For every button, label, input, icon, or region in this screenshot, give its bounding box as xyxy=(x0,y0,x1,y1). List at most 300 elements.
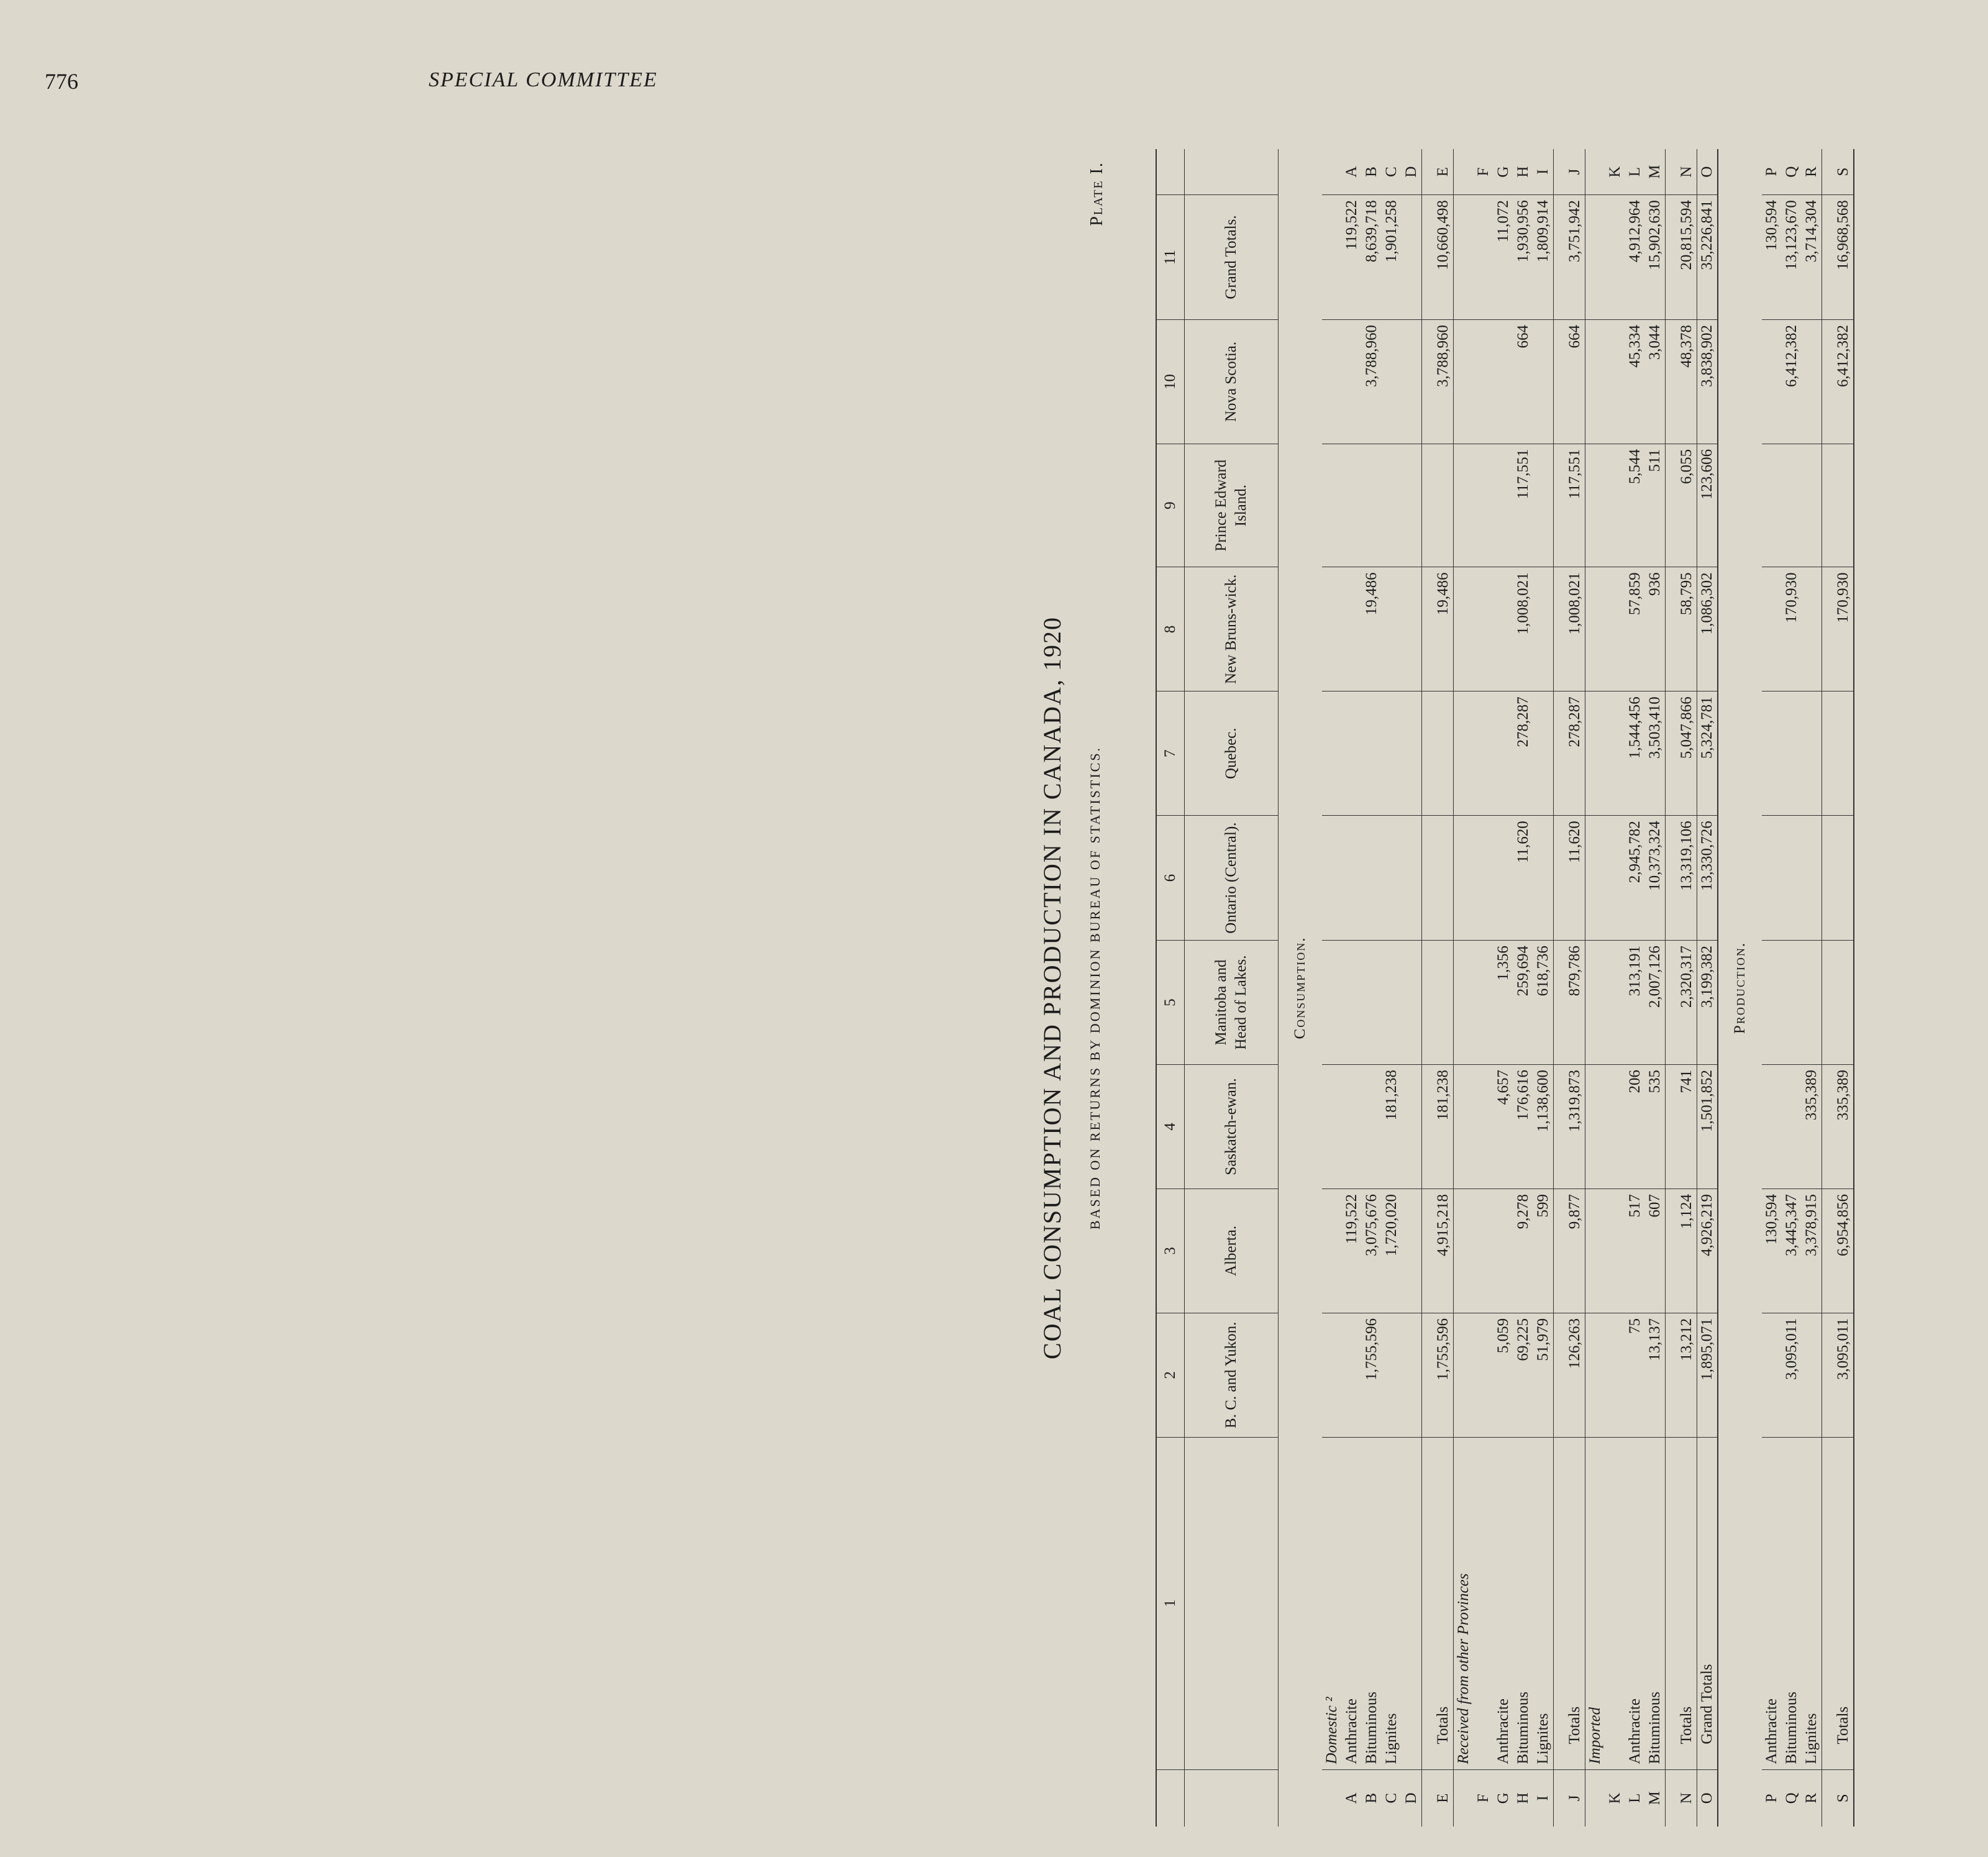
row-value: 126,263 xyxy=(1565,1313,1585,1437)
row-value: 3,378,915 xyxy=(1802,1189,1822,1313)
row-value xyxy=(1802,1313,1822,1437)
row-label: Bituminous xyxy=(1362,1437,1382,1769)
row-value xyxy=(1782,816,1802,941)
row-value: 278,287 xyxy=(1513,691,1533,816)
row-value: 517 xyxy=(1625,1189,1645,1313)
row-value: 1,809,914 xyxy=(1533,195,1554,320)
row-letter-right: M xyxy=(1645,149,1666,195)
row-value: 20,815,594 xyxy=(1677,195,1697,320)
domestic-heading: Domestic ² xyxy=(1322,1437,1342,1769)
row-letter: J xyxy=(1565,1769,1585,1827)
row-letter-right: R xyxy=(1802,149,1822,195)
row-value: 3,199,382 xyxy=(1697,941,1718,1065)
row-value: 170,930 xyxy=(1782,567,1802,691)
col-number-2: 2 xyxy=(1156,1313,1185,1437)
row-value: 6,412,382 xyxy=(1782,319,1802,444)
imported-heading: Imported xyxy=(1585,1437,1606,1769)
row-letter: R xyxy=(1802,1769,1822,1827)
row-value: 13,319,106 xyxy=(1677,816,1697,941)
row-value xyxy=(1802,444,1822,567)
row-value xyxy=(1474,319,1493,444)
row-value xyxy=(1382,444,1402,567)
row-value xyxy=(1342,444,1362,567)
row-value: 535 xyxy=(1645,1065,1666,1189)
row-value xyxy=(1605,567,1625,691)
spacer-row xyxy=(1666,149,1677,1827)
row-label: Bituminous xyxy=(1513,1437,1533,1769)
row-value xyxy=(1493,691,1513,816)
row-value: 11,620 xyxy=(1513,816,1533,941)
row-label: Anthracite xyxy=(1493,1437,1513,1769)
row-value: 1,901,258 xyxy=(1382,195,1402,320)
row-value: 1,720,020 xyxy=(1382,1189,1402,1313)
table-row xyxy=(1697,149,1718,1827)
row-value: 1,086,302 xyxy=(1697,567,1718,691)
row-value: 181,238 xyxy=(1382,1065,1402,1189)
row-letter: L xyxy=(1626,1793,1643,1803)
row-value xyxy=(1474,195,1493,320)
row-value: 1,138,600 xyxy=(1533,1065,1554,1189)
row-value xyxy=(1762,1313,1782,1437)
row-value xyxy=(1802,941,1822,1065)
letter-col-head xyxy=(1156,1769,1185,1827)
row-value: 4,926,219 xyxy=(1697,1189,1718,1313)
row-value: 69,225 xyxy=(1513,1313,1533,1437)
row-value: 11,620 xyxy=(1565,816,1585,941)
row-value xyxy=(1762,816,1782,941)
row-value: 13,212 xyxy=(1677,1313,1697,1437)
row-value: 5,059 xyxy=(1493,1313,1513,1437)
row-value: 4,915,218 xyxy=(1433,1189,1454,1313)
row-value xyxy=(1802,816,1822,941)
row-value xyxy=(1474,1065,1493,1189)
row-value: 3,714,304 xyxy=(1802,195,1822,320)
row-value xyxy=(1605,1189,1625,1313)
row-value xyxy=(1433,941,1454,1065)
row-value: 313,191 xyxy=(1625,941,1645,1065)
col-number-8: 8 xyxy=(1156,567,1185,691)
page-number: 776 xyxy=(45,69,78,94)
row-value: 335,389 xyxy=(1802,1065,1822,1189)
row-label: Anthracite xyxy=(1625,1437,1645,1769)
row-value xyxy=(1402,816,1422,941)
table-row xyxy=(1605,149,1625,1827)
production-heading-row xyxy=(1718,149,1762,1827)
row-value xyxy=(1474,567,1493,691)
row-value: 3,788,960 xyxy=(1362,319,1382,444)
imported-heading-row xyxy=(1585,149,1606,1827)
row-value xyxy=(1474,1313,1493,1437)
row-value xyxy=(1605,195,1625,320)
row-value: 130,594 xyxy=(1762,195,1782,320)
row-value xyxy=(1474,941,1493,1065)
row-value: 11,072 xyxy=(1493,195,1513,320)
row-value xyxy=(1433,691,1454,816)
row-value: 5,544 xyxy=(1625,444,1645,567)
col-name-manitoba: Manitoba and Head of Lakes. xyxy=(1185,941,1279,1065)
row-value xyxy=(1802,319,1822,444)
row-value: 35,226,841 xyxy=(1697,195,1718,320)
row-value: 10,660,498 xyxy=(1433,195,1454,320)
row-value xyxy=(1382,941,1402,1065)
row-value xyxy=(1762,319,1782,444)
table-row xyxy=(1802,149,1822,1827)
row-value xyxy=(1762,941,1782,1065)
row-value: 1,755,596 xyxy=(1433,1313,1454,1437)
row-value xyxy=(1782,941,1802,1065)
row-letter: D xyxy=(1402,1769,1422,1827)
row-value: 3,788,960 xyxy=(1433,319,1454,444)
row-value xyxy=(1402,691,1422,816)
row-value: 278,287 xyxy=(1565,691,1585,816)
col-name-new-brunswick: New Bruns-wick. xyxy=(1185,567,1279,691)
received-heading: Received from other Provinces xyxy=(1454,1437,1474,1769)
row-letter-right: B xyxy=(1362,149,1382,195)
row-value: 607 xyxy=(1645,1189,1666,1313)
row-value xyxy=(1833,941,1854,1065)
row-label: Grand Totals xyxy=(1697,1437,1718,1769)
row-value xyxy=(1493,319,1513,444)
row-letter-right: O xyxy=(1697,149,1718,195)
row-value: 181,238 xyxy=(1433,1065,1454,1189)
row-value xyxy=(1433,816,1454,941)
row-value: 664 xyxy=(1513,319,1533,444)
row-label xyxy=(1402,1437,1422,1769)
row-label: Anthracite xyxy=(1762,1437,1782,1769)
row-value: 206 xyxy=(1625,1065,1645,1189)
row-value: 19,486 xyxy=(1433,567,1454,691)
row-value xyxy=(1605,319,1625,444)
row-value xyxy=(1382,319,1402,444)
row-value xyxy=(1802,567,1822,691)
row-value xyxy=(1833,691,1854,816)
plate-subtitle: BASED ON RETURNS BY DOMINION BUREAU OF STATISTICS. xyxy=(1087,746,1103,1230)
row-letter-right: I xyxy=(1533,149,1554,195)
row-value xyxy=(1605,941,1625,1065)
row-label: Totals xyxy=(1433,1437,1454,1769)
row-value xyxy=(1782,444,1802,567)
table-row xyxy=(1342,149,1362,1827)
row-value xyxy=(1533,816,1554,941)
col-name-pei: Prince Edward Island. xyxy=(1185,444,1279,567)
row-letter: I xyxy=(1533,1769,1554,1827)
row-value xyxy=(1833,444,1854,567)
production-heading: Production. xyxy=(1731,941,1748,1034)
row-letter: Q xyxy=(1783,1792,1800,1804)
row-value: 2,320,317 xyxy=(1677,941,1697,1065)
row-label: Totals xyxy=(1833,1437,1854,1769)
row-letter-right: A xyxy=(1342,149,1362,195)
row-value xyxy=(1493,816,1513,941)
row-letter: C xyxy=(1383,1792,1400,1804)
row-value xyxy=(1402,1065,1422,1189)
row-value xyxy=(1474,444,1493,567)
row-value: 13,123,670 xyxy=(1782,195,1802,320)
row-value: 335,389 xyxy=(1833,1065,1854,1189)
spacer-row xyxy=(1822,149,1834,1827)
column-number-row xyxy=(1156,149,1185,1827)
row-letter-right: Q xyxy=(1782,149,1802,195)
row-letter-right: D xyxy=(1402,149,1422,195)
row-value xyxy=(1382,1313,1402,1437)
received-heading-row xyxy=(1454,149,1474,1827)
col-name-ontario: Ontario (Central). xyxy=(1185,816,1279,941)
col-name-nova-scotia: Nova Scotia. xyxy=(1185,319,1279,444)
row-value: 3,095,011 xyxy=(1833,1313,1854,1437)
row-value xyxy=(1533,691,1554,816)
row-value: 1,544,456 xyxy=(1625,691,1645,816)
row-letter: K xyxy=(1607,1792,1623,1804)
row-value xyxy=(1402,444,1422,567)
row-value: 3,044 xyxy=(1645,319,1666,444)
row-value: 2,945,782 xyxy=(1625,816,1645,941)
row-value xyxy=(1342,691,1362,816)
row-value: 45,334 xyxy=(1625,319,1645,444)
col-number-6: 6 xyxy=(1156,816,1185,941)
row-letter: F xyxy=(1475,1794,1492,1803)
row-value xyxy=(1342,941,1362,1065)
row-value: 123,606 xyxy=(1697,444,1718,567)
row-value xyxy=(1362,691,1382,816)
row-value xyxy=(1762,567,1782,691)
row-value: 3,838,902 xyxy=(1697,319,1718,444)
spacer-row xyxy=(1554,149,1566,1827)
row-label: Lignites xyxy=(1802,1437,1822,1769)
row-letter: H xyxy=(1515,1792,1531,1804)
row-value xyxy=(1493,1189,1513,1313)
row-value: 176,616 xyxy=(1513,1065,1533,1189)
row-letter-right: J xyxy=(1565,149,1585,195)
row-value xyxy=(1762,1065,1782,1189)
col-name-quebec: Quebec. xyxy=(1185,691,1279,816)
row-value: 3,095,011 xyxy=(1782,1313,1802,1437)
row-value: 4,912,964 xyxy=(1625,195,1645,320)
row-value xyxy=(1533,444,1554,567)
col-name-grand-totals: Grand Totals. xyxy=(1185,195,1279,320)
row-value: 170,930 xyxy=(1833,567,1854,691)
row-value xyxy=(1533,319,1554,444)
row-value xyxy=(1493,567,1513,691)
row-value xyxy=(1605,444,1625,567)
row-value xyxy=(1342,319,1362,444)
row-value: 13,137 xyxy=(1645,1313,1666,1437)
col-number-11: 11 xyxy=(1156,195,1185,320)
row-value: 10,373,324 xyxy=(1645,816,1666,941)
row-value: 58,795 xyxy=(1677,567,1697,691)
row-value xyxy=(1342,1313,1362,1437)
plate-titles xyxy=(1025,149,1143,1827)
table-row xyxy=(1762,149,1782,1827)
row-letter-right: H xyxy=(1513,149,1533,195)
row-label: Lignites xyxy=(1382,1437,1402,1769)
row-value: 9,877 xyxy=(1565,1189,1585,1313)
row-value xyxy=(1402,941,1422,1065)
table-row xyxy=(1833,149,1854,1827)
letter-col-head-right xyxy=(1156,149,1185,195)
row-value xyxy=(1362,1065,1382,1189)
row-value xyxy=(1402,567,1422,691)
rotated-plate xyxy=(1025,149,1988,1827)
row-value: 1,008,021 xyxy=(1565,567,1585,691)
col-name-bc: B. C. and Yukon. xyxy=(1185,1313,1279,1437)
row-value xyxy=(1402,1189,1422,1313)
row-value: 3,503,410 xyxy=(1645,691,1666,816)
row-value: 1,124 xyxy=(1677,1189,1697,1313)
row-value: 5,047,866 xyxy=(1677,691,1697,816)
row-value: 936 xyxy=(1645,567,1666,691)
row-value: 618,736 xyxy=(1533,941,1554,1065)
row-value: 19,486 xyxy=(1362,567,1382,691)
table-row xyxy=(1782,149,1802,1827)
table-row xyxy=(1382,149,1402,1827)
row-value: 1,008,021 xyxy=(1513,567,1533,691)
row-value: 741 xyxy=(1677,1065,1697,1189)
row-value xyxy=(1362,444,1382,567)
row-value xyxy=(1362,941,1382,1065)
row-letter-right: L xyxy=(1625,149,1645,195)
row-letter: N xyxy=(1677,1769,1697,1827)
row-value xyxy=(1605,1065,1625,1189)
row-letter: P xyxy=(1763,1794,1780,1803)
table-row xyxy=(1402,149,1422,1827)
row-value xyxy=(1605,1313,1625,1437)
row-label xyxy=(1474,1437,1493,1769)
row-value: 1,930,956 xyxy=(1513,195,1533,320)
row-value xyxy=(1533,567,1554,691)
row-value: 3,445,347 xyxy=(1782,1189,1802,1313)
row-value xyxy=(1342,816,1362,941)
row-value: 48,378 xyxy=(1677,319,1697,444)
col-name-alberta: Alberta. xyxy=(1185,1189,1279,1313)
row-value: 13,330,726 xyxy=(1697,816,1718,941)
row-value xyxy=(1342,567,1362,691)
page-header xyxy=(0,0,1115,112)
table-row xyxy=(1474,149,1493,1827)
row-value: 664 xyxy=(1565,319,1585,444)
row-value: 9,278 xyxy=(1513,1189,1533,1313)
row-value xyxy=(1605,816,1625,941)
row-value xyxy=(1433,444,1454,567)
row-value: 15,902,630 xyxy=(1645,195,1666,320)
col-number-7: 7 xyxy=(1156,691,1185,816)
row-value xyxy=(1493,444,1513,567)
row-letter-right: S xyxy=(1833,149,1854,195)
row-value: 1,356 xyxy=(1493,941,1513,1065)
row-value xyxy=(1342,1065,1362,1189)
row-label: Bituminous xyxy=(1645,1437,1666,1769)
row-value: 3,075,676 xyxy=(1362,1189,1382,1313)
row-value: 879,786 xyxy=(1565,941,1585,1065)
row-label: Totals xyxy=(1677,1437,1697,1769)
row-value xyxy=(1605,691,1625,816)
row-label: Lignites xyxy=(1533,1437,1554,1769)
row-value: 3,751,942 xyxy=(1565,195,1585,320)
row-value xyxy=(1402,319,1422,444)
row-label: Bituminous xyxy=(1782,1437,1802,1769)
table-row xyxy=(1513,149,1533,1827)
row-value xyxy=(1402,1313,1422,1437)
column-name-row xyxy=(1185,149,1279,1827)
row-value: 5,324,781 xyxy=(1697,691,1718,816)
row-value xyxy=(1833,816,1854,941)
running-head: SPECIAL COMMITTEE xyxy=(429,68,658,91)
row-value xyxy=(1362,816,1382,941)
plate-label: Plate I. xyxy=(1087,162,1106,226)
row-letter: G xyxy=(1495,1792,1512,1804)
col-number-4: 4 xyxy=(1156,1065,1185,1189)
plate-title: COAL CONSUMPTION AND PRODUCTION IN CANADA, 1920 xyxy=(1038,616,1066,1359)
row-value: 6,954,856 xyxy=(1833,1189,1854,1313)
row-value: 117,551 xyxy=(1513,444,1533,567)
row-value xyxy=(1474,1189,1493,1313)
row-value xyxy=(1474,691,1493,816)
row-letter: O xyxy=(1697,1769,1718,1827)
row-label: Anthracite xyxy=(1342,1437,1362,1769)
row-letter: M xyxy=(1645,1769,1666,1827)
table-row xyxy=(1533,149,1554,1827)
row-value: 119,522 xyxy=(1342,195,1362,320)
row-value: 75 xyxy=(1625,1313,1645,1437)
row-value xyxy=(1382,816,1402,941)
spacer-row xyxy=(1422,149,1434,1827)
row-letter-right: F xyxy=(1474,149,1493,195)
row-value: 4,657 xyxy=(1493,1065,1513,1189)
table-row xyxy=(1677,149,1697,1827)
consumption-heading-row xyxy=(1279,149,1323,1827)
row-value xyxy=(1782,691,1802,816)
row-letter-right: G xyxy=(1493,149,1513,195)
row-value xyxy=(1782,1065,1802,1189)
col-number-1: 1 xyxy=(1156,1437,1185,1769)
row-value xyxy=(1382,567,1402,691)
row-value: 130,594 xyxy=(1762,1189,1782,1313)
row-value xyxy=(1474,816,1493,941)
row-value xyxy=(1382,691,1402,816)
row-value xyxy=(1762,691,1782,816)
row-letter-right: K xyxy=(1605,149,1625,195)
row-value: 2,007,126 xyxy=(1645,941,1666,1065)
row-letter: B xyxy=(1363,1792,1380,1804)
table-row xyxy=(1433,149,1454,1827)
table-row xyxy=(1645,149,1666,1827)
row-value: 1,755,596 xyxy=(1362,1313,1382,1437)
row-label: Totals xyxy=(1565,1437,1585,1769)
row-value: 599 xyxy=(1533,1189,1554,1313)
col-number-9: 9 xyxy=(1156,444,1185,567)
row-letter-right: E xyxy=(1433,149,1454,195)
row-value xyxy=(1802,691,1822,816)
table-row xyxy=(1565,149,1585,1827)
row-value: 119,522 xyxy=(1342,1189,1362,1313)
table-row xyxy=(1625,149,1645,1827)
domestic-heading-row xyxy=(1322,149,1342,1827)
row-value: 1,501,852 xyxy=(1697,1065,1718,1189)
row-letter-right: P xyxy=(1762,149,1782,195)
row-value: 117,551 xyxy=(1565,444,1585,567)
row-value: 8,639,718 xyxy=(1362,195,1382,320)
row-value xyxy=(1762,444,1782,567)
coal-table-body xyxy=(1156,149,1854,1827)
col-number-3: 3 xyxy=(1156,1189,1185,1313)
row-label xyxy=(1605,1437,1625,1769)
row-value: 51,979 xyxy=(1533,1313,1554,1437)
consumption-heading: Consumption. xyxy=(1292,936,1308,1039)
table-row xyxy=(1362,149,1382,1827)
col-name-saskatchewan: Saskatch-ewan. xyxy=(1185,1065,1279,1189)
row-value: 1,895,071 xyxy=(1697,1313,1718,1437)
row-value: 1,319,873 xyxy=(1565,1065,1585,1189)
row-letter: E xyxy=(1433,1769,1454,1827)
